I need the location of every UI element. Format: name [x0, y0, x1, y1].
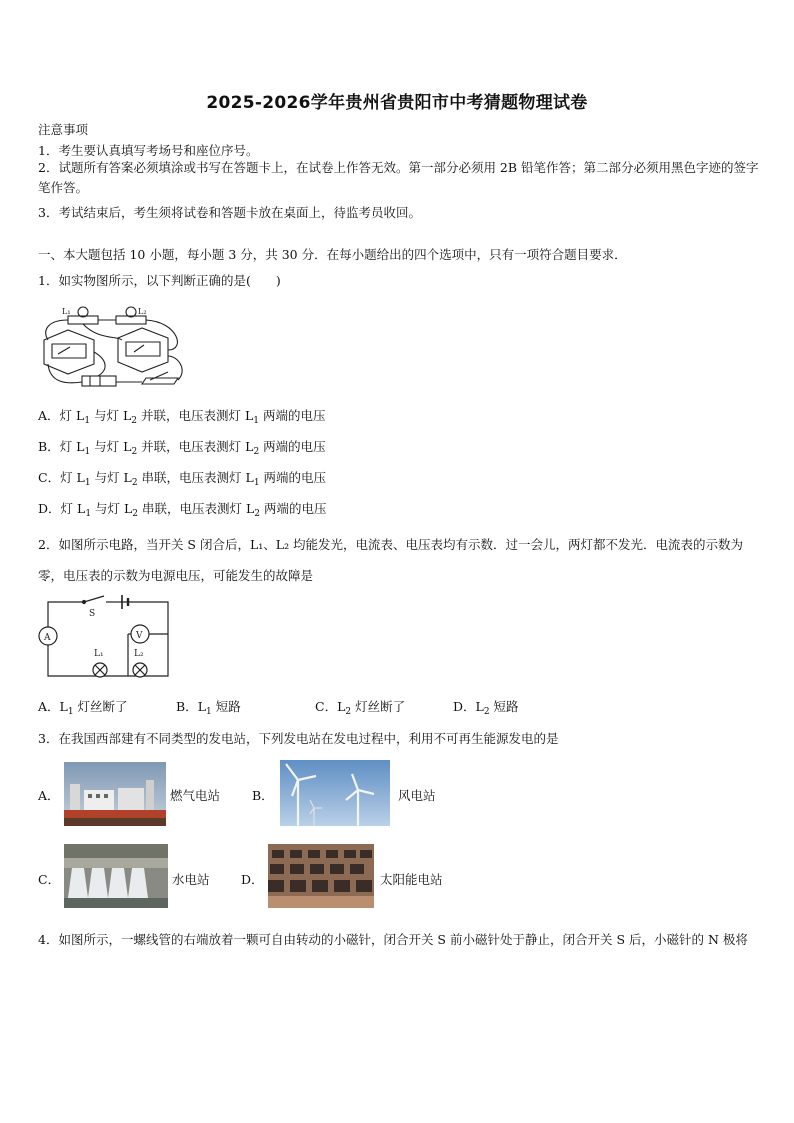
q2-fig-l1-label: L₁	[94, 649, 104, 659]
q1-option-c[interactable]	[38, 468, 326, 488]
q3-option-b-letter[interactable]: B．	[252, 788, 274, 803]
q3-option-d-label: 太阳能电站	[380, 872, 443, 887]
q2-stem: 2．如图所示电路，当开关 S 闭合后，L₁、L₂ 均能发光，电流表、电压表均有示数．过一会儿，两灯都不发光．电流表的示数为零，电压表的示数为电源电压，可能发生的故障是	[38, 537, 744, 583]
q1-option-a[interactable]	[38, 406, 326, 426]
notice-item-1: 1．考生要认真填写考场号和座位序号。	[38, 143, 259, 158]
notice-item-2: 2．试题所有答案必须填涂或书写在答题卡上，在试卷上作答无效。第一部分必须用 2B 铅笔作答；第二部分必须用黑色字迹的签字笔作答。	[38, 160, 759, 195]
wind-power-station-image	[280, 760, 390, 826]
section-heading: 一、本大题包括 10 小题，每小题 3 分，共 30 分．在每小题给出的四个选项中，只有一项符合题目要求．	[38, 247, 627, 262]
q1-option-b-sub-3: 2	[253, 447, 260, 457]
q2-option-a-letter: A．	[38, 699, 60, 714]
q1-option-c-sub-1: 1	[84, 478, 91, 488]
q1-option-b-sub-1: 1	[84, 447, 91, 457]
q2-option-d-sub: 2	[483, 707, 490, 717]
q1-option-a-sub-3: 1	[253, 416, 260, 426]
q2-option-d[interactable]	[453, 697, 519, 717]
q2-fig-voltmeter-label: V	[136, 631, 143, 641]
q3-stem: 3．在我国西部建有不同类型的发电站，下列发电站在发电过程中，利用不可再生能源发电的是	[38, 731, 559, 746]
q2-option-d-letter: D．	[453, 699, 476, 714]
q1-option-b-text-4: 两端的电压	[259, 439, 326, 454]
q1-option-d-text-2: 与灯 L	[91, 501, 133, 516]
q1-option-b[interactable]	[38, 437, 326, 457]
notice-item-3: 3．考试结束后，考生须将试卷和答题卡放在桌面上，待监考员收回。	[38, 205, 421, 220]
q1-option-b-letter: B．	[38, 439, 60, 454]
q2-option-c-sub: 2	[345, 707, 352, 717]
q3-option-c-label: 水电站	[172, 872, 210, 887]
q2-option-d-text-2: 短路	[489, 699, 519, 714]
q1-option-a-text-1: 灯 L	[59, 408, 85, 423]
q1-option-d-sub-1: 1	[85, 509, 92, 519]
q2-option-d-text-1: L	[475, 699, 484, 714]
q1-option-b-text-3: 并联，电压表测灯 L	[137, 439, 254, 454]
q3-option-c-letter[interactable]: C．	[38, 872, 61, 887]
q2-option-a[interactable]	[38, 697, 128, 717]
q1-option-c-text-4: 两端的电压	[259, 470, 327, 485]
q2-option-c-text-2: 灯丝断了	[351, 699, 406, 714]
q1-option-c-sub-3: 1	[253, 478, 260, 488]
q2-fig-switch-label: S	[89, 609, 96, 619]
notice-heading: 注意事项	[38, 122, 89, 137]
q1-option-c-sub-2: 2	[131, 478, 138, 488]
q2-option-c-letter: C．	[315, 699, 338, 714]
q1-option-d[interactable]	[38, 499, 327, 519]
q2-option-a-text-1: L	[59, 699, 68, 714]
q1-stem: 1．如实物图所示，以下判断正确的是( )	[38, 273, 281, 288]
q3-option-d-letter[interactable]: D．	[241, 872, 264, 887]
q1-option-a-text-2: 与灯 L	[90, 408, 132, 423]
q2-option-c[interactable]	[315, 697, 405, 717]
q1-fig-l2-label: L₂	[138, 307, 147, 316]
q1-circuit-figure	[38, 300, 190, 392]
q1-option-d-text-1: 灯 L	[60, 501, 86, 516]
q2-option-a-text-2: 灯丝断了	[73, 699, 128, 714]
q1-option-b-text-1: 灯 L	[59, 439, 85, 454]
q1-option-a-letter: A．	[38, 408, 60, 423]
q1-option-d-text-3: 串联，电压表测灯 L	[138, 501, 255, 516]
q1-option-a-text-4: 两端的电压	[259, 408, 326, 423]
q3-option-a-letter[interactable]: A．	[38, 788, 60, 803]
q1-option-d-sub-2: 2	[132, 509, 139, 519]
q1-option-b-sub-2: 2	[131, 447, 138, 457]
q2-option-b[interactable]	[176, 697, 241, 717]
q2-option-b-text-2: 短路	[211, 699, 241, 714]
gas-power-station-image	[64, 762, 166, 826]
q1-option-c-letter: C．	[38, 470, 61, 485]
q1-option-a-text-3: 并联，电压表测灯 L	[137, 408, 254, 423]
q4-stem: 4．如图所示，一螺线管的右端放着一颗可自由转动的小磁针，闭合开关 S 前小磁针处于静止，闭合开关 S 后，小磁针的 N 极将	[38, 932, 748, 947]
q1-option-c-text-2: 与灯 L	[90, 470, 132, 485]
q1-option-a-sub-2: 2	[131, 416, 138, 426]
solar-power-station-image	[268, 844, 374, 908]
q2-option-c-text-1: L	[337, 699, 346, 714]
q1-fig-l1-label: L₁	[62, 307, 71, 316]
q2-option-b-letter: B．	[176, 699, 198, 714]
q1-option-b-text-2: 与灯 L	[90, 439, 132, 454]
q2-fig-ammeter-label: A	[44, 633, 51, 643]
q1-option-d-sub-3: 2	[254, 509, 261, 519]
hydro-power-station-image	[64, 844, 168, 908]
q2-circuit-figure	[38, 592, 174, 684]
q2-fig-l2-label: L₂	[134, 649, 144, 659]
q1-option-d-letter: D．	[38, 501, 61, 516]
q1-option-d-text-4: 两端的电压	[260, 501, 327, 516]
q1-option-a-sub-1: 1	[84, 416, 91, 426]
q1-option-c-text-1: 灯 L	[60, 470, 85, 485]
q3-option-b-label: 风电站	[398, 788, 436, 803]
q1-option-c-text-3: 串联，电压表测灯 L	[137, 470, 254, 485]
q3-option-a-label: 燃气电站	[170, 788, 221, 803]
q2-option-b-text-1: L	[197, 699, 206, 714]
q2-option-a-sub: 1	[67, 707, 74, 717]
page-title: 2025-2026学年贵州省贵阳市中考猜题物理试卷	[206, 93, 588, 113]
q2-option-b-sub: 1	[206, 707, 212, 717]
